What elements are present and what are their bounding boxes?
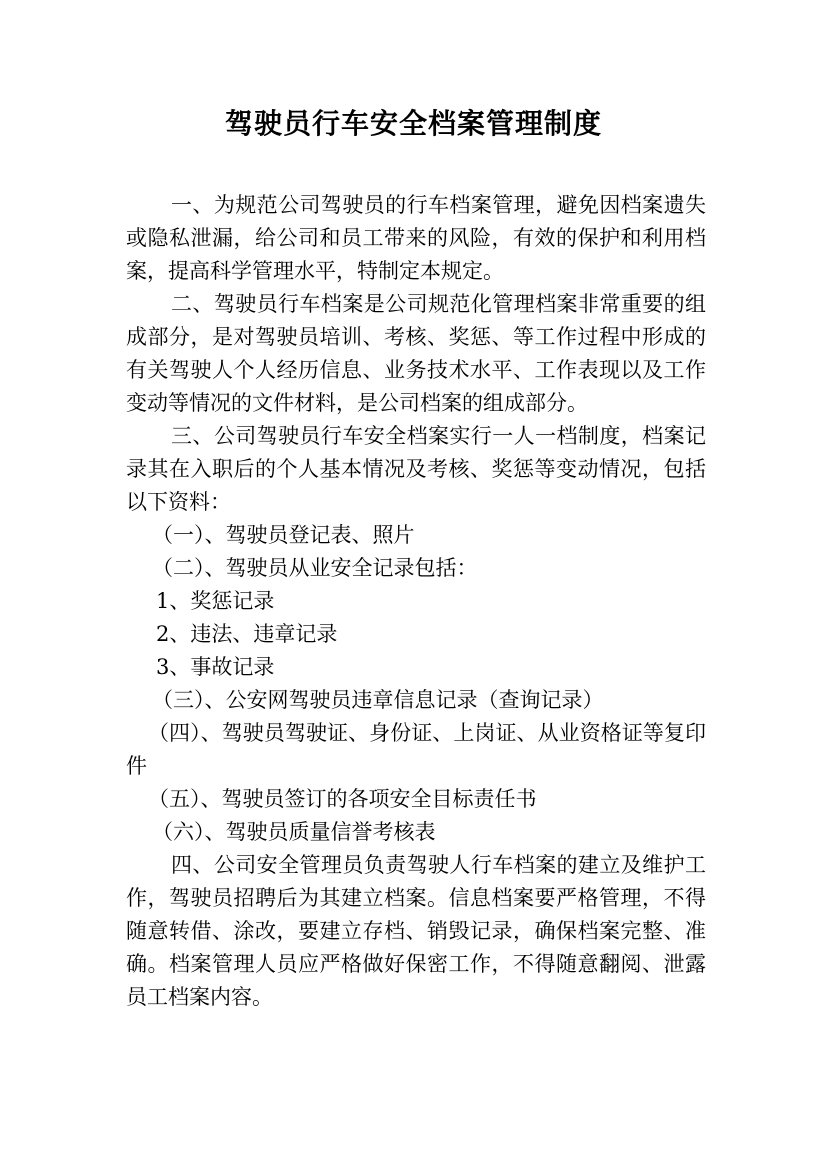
list-item-5: （五）、驾驶员签订的各项安全目标责任书 bbox=[148, 787, 537, 811]
list-item-6: （六）、驾驶员质量信誉考核表 bbox=[152, 820, 436, 844]
list-item-2: （二）、驾驶员从业安全记录包括： bbox=[152, 556, 478, 580]
paragraph-section-3: 三、公司驾驶员行车安全档案实行一人一档制度，档案记录其在入职后的个人基本情况及考核、奖惩等变动情况，包括以下资料： bbox=[126, 424, 706, 514]
document-body bbox=[126, 189, 706, 1014]
document-title: 驾驶员行车安全档案管理制度 bbox=[224, 107, 602, 140]
sub-item-1: 1、奖惩记录 bbox=[156, 589, 275, 613]
list-item-1: （一）、驾驶员登记表、照片 bbox=[152, 523, 415, 547]
sub-item-2: 2、违法、违章记录 bbox=[156, 622, 338, 646]
list-item-4: （四）、驾驶员驾驶证、身份证、上岗证、从业资格证等复印件 bbox=[126, 721, 706, 778]
paragraph-section-4: 四、公司安全管理员负责驾驶人行车档案的建立及维护工作，驾驶员招聘后为其建立档案。信息档案要严格管理，不得随意转借、涂改，要建立存档、销毁记录，确保档案完整、准确。档案管理人员应严格做好保密工作，不得随意翻阅、泄露员工档案内容。 bbox=[126, 853, 706, 1009]
sub-item-3: 3、事故记录 bbox=[156, 655, 275, 679]
paragraph-section-1: 一、为规范公司驾驶员的行车档案管理，避免因档案遗失或隐私泄漏，给公司和员工带来的风险，有效的保护和利用档案，提高科学管理水平，特制定本规定。 bbox=[126, 193, 706, 283]
paragraph-section-2: 二、驾驶员行车档案是公司规范化管理档案非常重要的组成部分，是对驾驶员培训、考核、奖惩、等工作过程中形成的有关驾驶人个人经历信息、业务技术水平、工作表现以及工作变动等情况的文件材料，是公司档案的组成部分。 bbox=[126, 292, 706, 415]
list-item-3: （三）、公安网驾驶员违章信息记录（查询记录） bbox=[152, 688, 604, 712]
